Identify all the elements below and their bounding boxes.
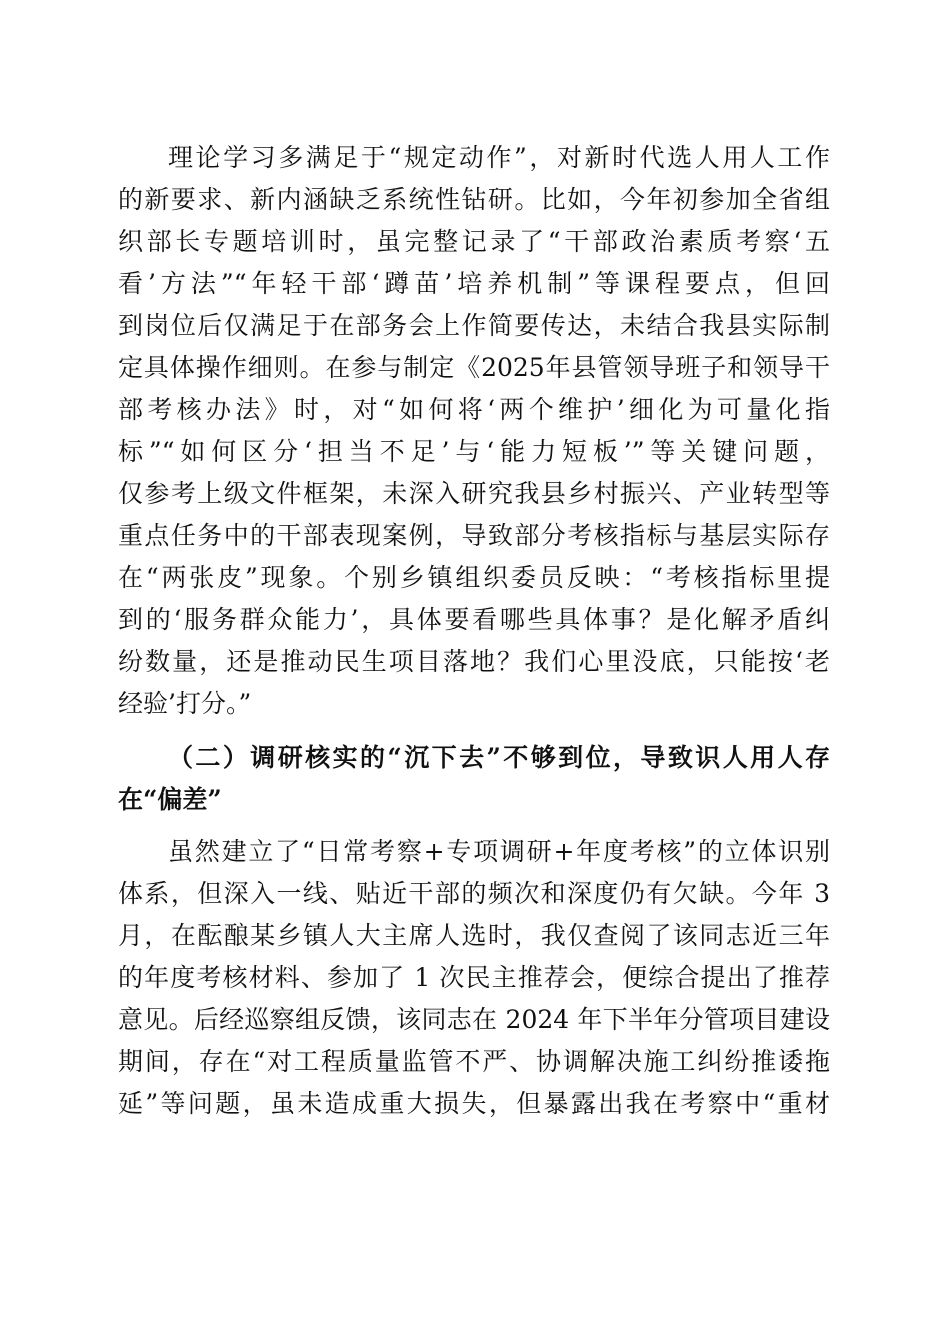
- paragraph-1-line-9: 仅参考上级文件框架，未深入研究我县乡村振兴、产业转型等: [118, 479, 830, 508]
- paragraph-1-line-10: 重点任务中的干部表现案例，导致部分考核指标与基层实际存: [118, 521, 830, 550]
- paragraph-2-line-2: 体系，但深入一线、贴近干部的频次和深度仍有欠缺。今年 3: [118, 879, 830, 908]
- paragraph-1-line-14: 经验’打分。”: [118, 689, 252, 718]
- paragraph-1-line-7: 部考核办法》时，对“如何将‘两个维护’细化为可量化指: [118, 395, 830, 424]
- paragraph-1-line-3: 织部长专题培训时，虽完整记录了“干部政治素质考察‘五: [118, 227, 830, 256]
- paragraph-1-line-11: 在“两张皮”现象。个别乡镇组织委员反映：“考核指标里提: [118, 563, 830, 592]
- paragraph-1-line-5: 到岗位后仅满足于在部务会上作简要传达，未结合我县实际制: [118, 311, 830, 340]
- section-heading-2-line-2: 在“偏差”: [118, 785, 222, 814]
- paragraph-1-line-2: 的新要求、新内涵缺乏系统性钻研。比如，今年初参加全省组: [118, 185, 830, 214]
- paragraph-2-line-1: 虽然建立了“日常考察+专项调研+年度考核”的立体识别: [168, 837, 830, 866]
- paragraph-1-line-1: 理论学习多满足于“规定动作”，对新时代选人用人工作: [168, 143, 830, 172]
- paragraph-1-line-6: 定具体操作细则。在参与制定《2025年县管领导班子和领导干: [118, 353, 830, 382]
- paragraph-2-line-5: 意见。后经巡察组反馈，该同志在 2024 年下半年分管项目建设: [118, 1005, 830, 1034]
- paragraph-2-line-6: 期间，存在“对工程质量监管不严、协调解决施工纠纷推诿拖: [118, 1047, 830, 1076]
- paragraph-2-line-4: 的年度考核材料、参加了 1 次民主推荐会，便综合提出了推荐: [118, 963, 830, 992]
- paragraph-1-line-8: 标”“如何区分‘担当不足’与‘能力短板’”等关键问题，: [118, 437, 830, 466]
- section-heading-2-line-1: （二）调研核实的“沉下去”不够到位，导致识人用人存: [168, 743, 830, 772]
- paragraph-1-line-13: 纷数量，还是推动民生项目落地？我们心里没底，只能按‘老: [118, 647, 830, 676]
- paragraph-1-line-12: 到的‘服务群众能力’，具体要看哪些具体事？是化解矛盾纠: [118, 605, 830, 634]
- paragraph-2-line-3: 月，在酝酿某乡镇人大主席人选时，我仅查阅了该同志近三年: [118, 921, 830, 950]
- paragraph-1-line-4: 看’方法”“年轻干部‘蹲苗’培养机制”等课程要点，但回: [118, 269, 830, 298]
- paragraph-2-line-7: 延”等问题，虽未造成重大损失，但暴露出我在考察中“重材: [118, 1089, 830, 1118]
